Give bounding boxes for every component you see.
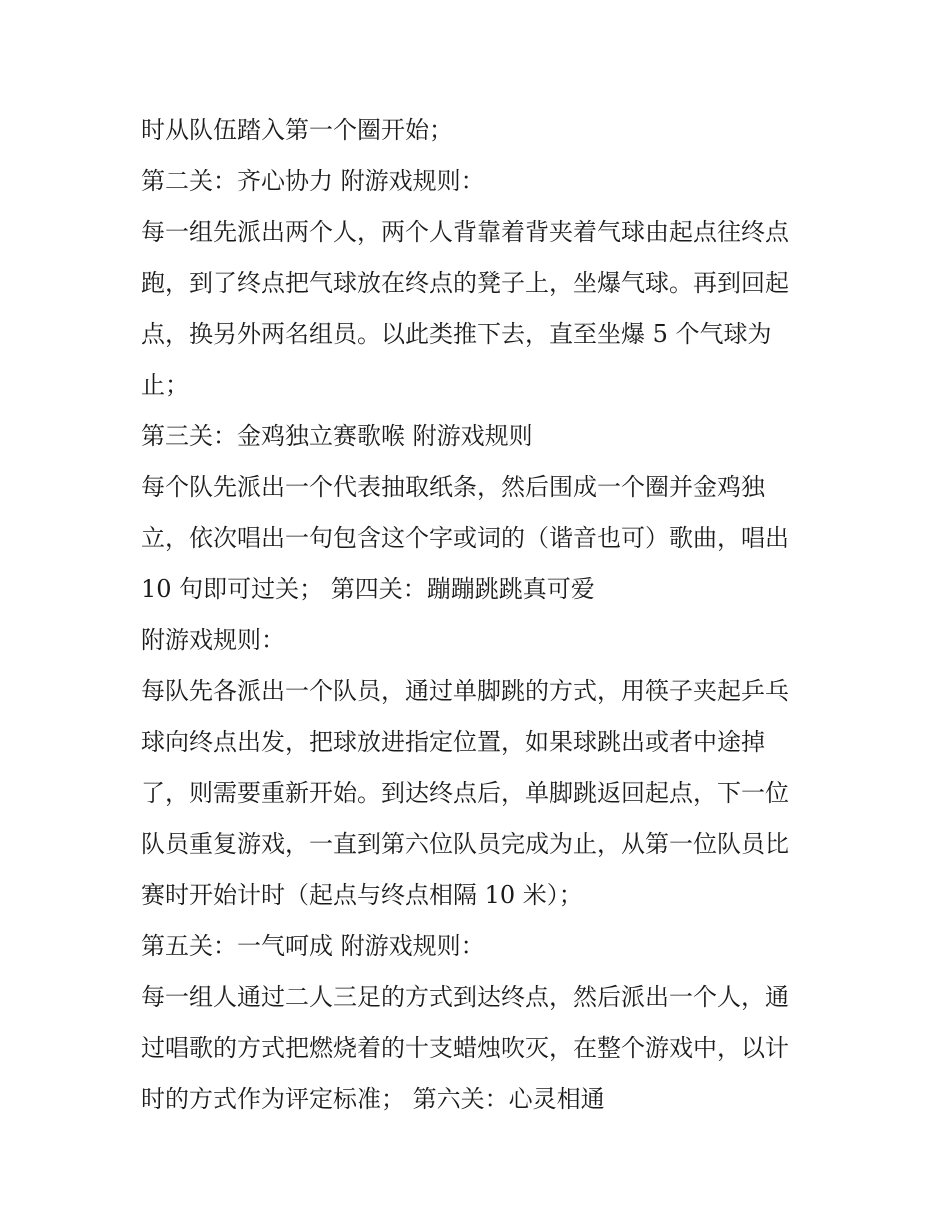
text-line: 每个队先派出一个代表抽取纸条，然后围成一个圈并金鸡独 [141, 473, 765, 501]
section-heading-level-2: 第二关：齐心协力 附游戏规则： [141, 167, 485, 195]
section-heading-level-3: 第三关：金鸡独立赛歌喉 附游戏规则 [141, 422, 533, 450]
text-line: 赛时开始计时（起点与终点相隔 10 米）； [141, 881, 583, 909]
text-line: 立，依次唱出一句包含这个字或词的（谐音也可）歌曲，唱出 [141, 524, 789, 552]
text-line: 每队先各派出一个队员，通过单脚跳的方式，用筷子夹起乒乓 [141, 677, 789, 705]
text-line: 附游戏规则： [141, 626, 285, 654]
text-line: 球向终点出发，把球放进指定位置，如果球跳出或者中途掉 [141, 728, 765, 756]
text-line: 时的方式作为评定标准； 第六关：心灵相通 [141, 1085, 605, 1113]
text-line: 过唱歌的方式把燃烧着的十支蜡烛吹灭，在整个游戏中，以计 [141, 1034, 789, 1062]
text-line: 每一组先派出两个人，两个人背靠着背夹着气球由起点往终点 [141, 218, 789, 246]
text-line: 队员重复游戏，一直到第六位队员完成为止，从第一位队员比 [141, 830, 789, 858]
text-line: 止； [141, 371, 189, 399]
text-line: 了，则需要重新开始。到达终点后，单脚跳返回起点，下一位 [141, 779, 789, 807]
document-body [141, 105, 821, 1125]
text-line: 10 句即可过关； 第四关：蹦蹦跳跳真可爱 [141, 575, 595, 603]
text-line: 时从队伍踏入第一个圈开始； [141, 116, 453, 144]
text-line: 点，换另外两名组员。以此类推下去，直至坐爆 5 个气球为 [141, 320, 772, 348]
section-heading-level-5: 第五关：一气呵成 附游戏规则： [141, 932, 485, 960]
text-line: 每一组人通过二人三足的方式到达终点，然后派出一个人，通 [141, 983, 789, 1011]
text-line: 跑，到了终点把气球放在终点的凳子上，坐爆气球。再到回起 [141, 269, 789, 297]
